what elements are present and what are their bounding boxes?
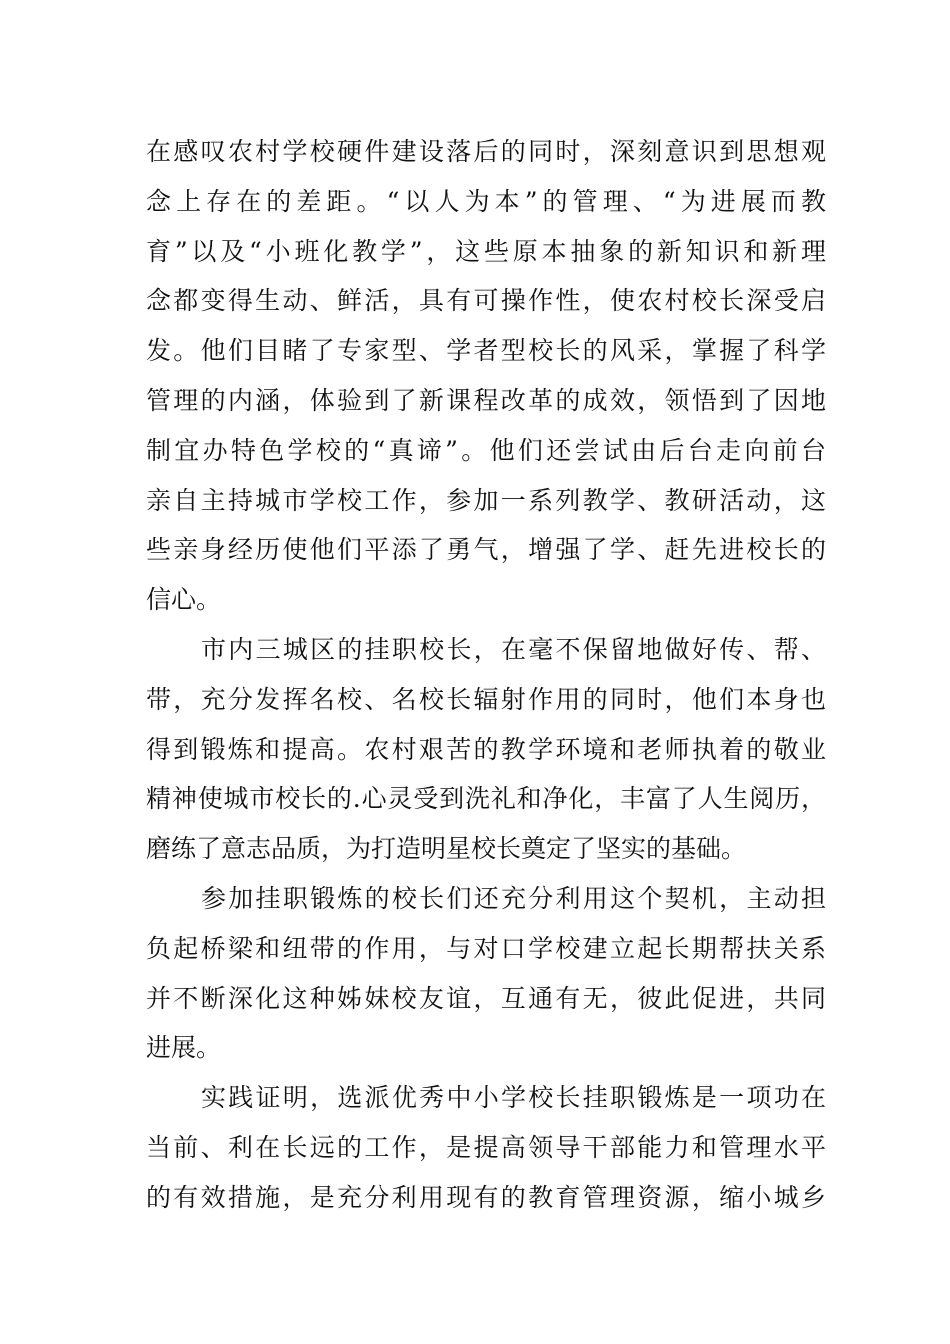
text-line: 信心。 <box>146 585 222 615</box>
text-line: 制宜办特色学校的“真谛”。他们还尝试由后台走向前台 <box>146 435 826 465</box>
paragraph-3 <box>146 874 826 1073</box>
text-line: 当前、利在长远的工作，是提高领导干部能力和管理水平 <box>146 1132 826 1162</box>
text-line: 精神使城市校长的.心灵受到洗礼和净化，丰富了人生阅历， <box>146 784 826 814</box>
document-body <box>146 127 826 1223</box>
text-line: 些亲身经历使他们平添了勇气，增强了学、赶先进校长的 <box>146 535 826 565</box>
paragraph-2 <box>146 625 826 874</box>
text-line: 在感叹农村学校硬件建设落后的同时，深刻意识到思想观 <box>146 137 826 166</box>
text-line: 带，充分发挥名校、名校长辐射作用的同时，他们本身也 <box>146 684 826 714</box>
text-line: 负起桥梁和纽带的作用，与对口学校建立起长期帮扶关系 <box>146 933 826 963</box>
text-line: 进展。 <box>146 1033 222 1063</box>
text-line: 育”以及“小班化教学”，这些原本抽象的新知识和新理 <box>146 236 826 266</box>
text-line: 发。他们目睹了专家型、学者型校长的风采，掌握了科学 <box>146 336 826 366</box>
text-line: 市内三城区的挂职校长，在毫不保留地做好传、帮、 <box>201 634 826 664</box>
text-line: 念上存在的差距。“以人为本”的管理、“为进展而教 <box>146 186 826 216</box>
text-line: 实践证明，选派优秀中小学校长挂职锻炼是一项功在 <box>201 1083 826 1113</box>
text-line: 参加挂职锻炼的校长们还充分利用这个契机，主动担 <box>201 883 826 913</box>
text-line: 管理的内涵，体验到了新课程改革的成效，领悟到了因地 <box>146 385 826 415</box>
text-line: 并不断深化这种姊妹校友谊，互通有无，彼此促进，共同 <box>146 983 826 1013</box>
paragraph-4 <box>146 1073 826 1222</box>
paragraph-1 <box>146 127 826 625</box>
text-line: 念都变得生动、鲜活，具有可操作性，使农村校长深受启 <box>146 286 826 316</box>
text-line: 磨练了意志品质，为打造明星校长奠定了坚实的基础。 <box>146 834 747 864</box>
text-line: 亲自主持城市学校工作，参加一系列教学、教研活动，这 <box>146 485 826 515</box>
text-line: 的有效措施，是充分利用现有的教育管理资源，缩小城乡 <box>146 1182 826 1212</box>
text-line: 得到锻炼和提高。农村艰苦的教学环境和老师执着的敬业 <box>146 734 826 764</box>
